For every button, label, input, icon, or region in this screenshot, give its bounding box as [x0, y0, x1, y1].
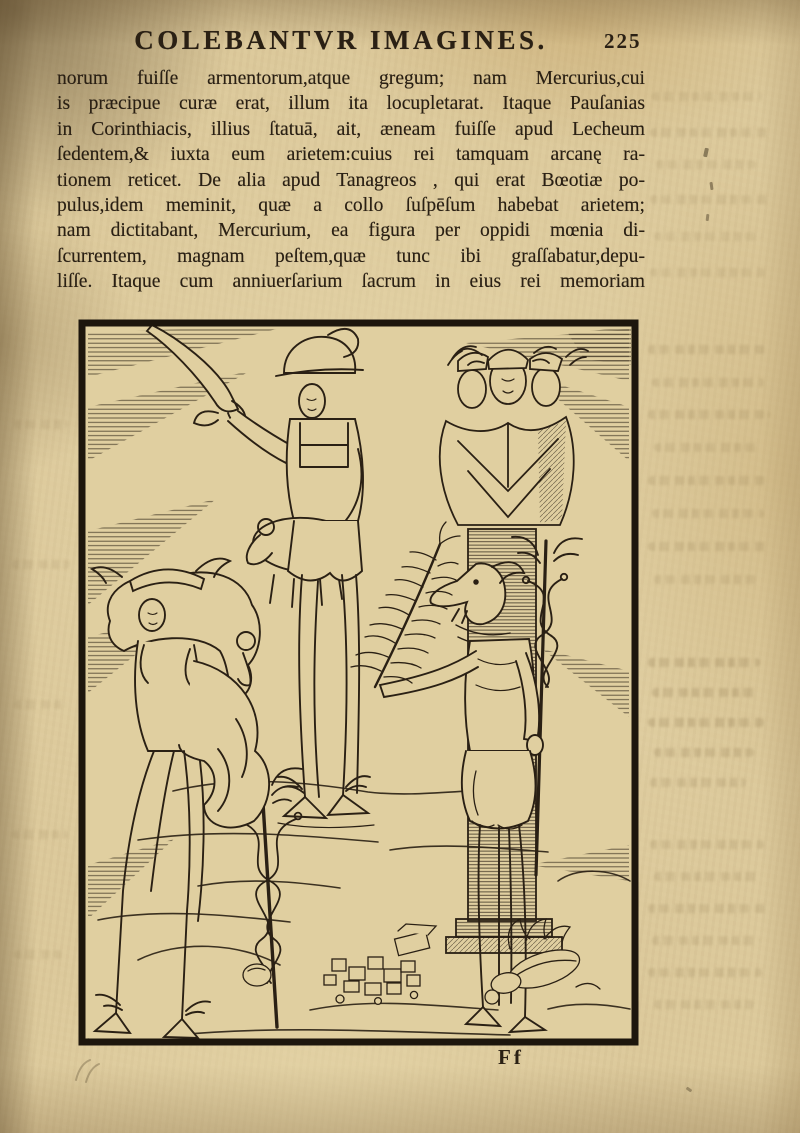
- running-head-title: COLEBANTVR IMAGINES.: [134, 25, 548, 55]
- pen-mark: [72, 1056, 112, 1091]
- body-line: in Corinthiacis, illius ſtatuā, ait, æneam fuiſſe apud Lecheum: [57, 118, 645, 140]
- body-line: ſedentem,& iuxta eum arietem:cuius rei tamquam arcanę ra-: [57, 144, 645, 166]
- woodcut-illustration: [78, 319, 639, 1046]
- body-line: norum fuiſſe armentorum,atque gregum; nam Mercurius,cui: [57, 68, 645, 89]
- body-line: liſſe. Itaque cum anniuerſarium ſacrum in eius rei memoriam: [57, 271, 645, 293]
- body-line: pulus,idem meminit, quæ a collo ſuſpēſum habebat arietem;: [57, 194, 645, 216]
- body-line: ſcurrentem, magnam peſtem,quæ tunc ibi graſſabatur,depu-: [57, 245, 645, 267]
- body-line: is præcipue curæ erat, illum ita locupletarat. Itaque Pauſanias: [57, 93, 645, 115]
- body-text-block: [57, 66, 645, 295]
- body-line: nam dictitabant, Mercurium, ea figura per oppidi mœnia di-: [57, 220, 645, 242]
- page-number: 225: [604, 29, 642, 53]
- body-line: tionem reticet. De alia apud Tanagreos , qui erat Bœotiæ po-: [57, 169, 645, 191]
- signature-mark: Ff: [498, 1045, 524, 1069]
